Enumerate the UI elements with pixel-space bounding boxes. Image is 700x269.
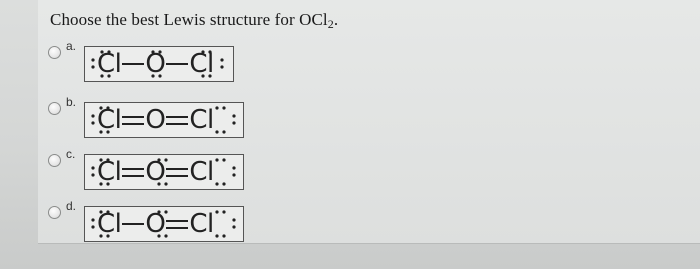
atom-cl-left: Cl [97, 157, 122, 187]
radio-button-icon[interactable] [48, 102, 61, 115]
bond-double [166, 220, 188, 229]
radio-button-icon[interactable] [48, 154, 61, 167]
lewis-structure-b[interactable] [84, 102, 244, 138]
bond-double [122, 168, 144, 177]
atom-cl-left: Cl [97, 105, 122, 135]
atom-cl-right: Cl [189, 49, 214, 79]
atom-cl-left: Cl [97, 209, 122, 239]
bond-single [122, 223, 144, 225]
atom-o: O [145, 105, 166, 135]
atom-cl-right: Cl [189, 209, 214, 239]
atom-o: O [145, 49, 166, 79]
atom-cl-left: Cl [97, 49, 122, 79]
bond-single [166, 63, 188, 65]
bond-double [122, 116, 144, 125]
lewis-structure-d[interactable] [84, 206, 244, 242]
atom-cl-right: Cl [189, 157, 214, 187]
bond-double [166, 116, 188, 125]
atom-o: O [145, 157, 166, 187]
radio-button-icon[interactable] [48, 46, 61, 59]
question-text: Choose the best Lewis structure for OCl$_2$. [50, 10, 339, 31]
bond-double [166, 168, 188, 177]
bond-single [122, 63, 144, 65]
radio-button-icon[interactable] [48, 206, 61, 219]
lewis-structure-a[interactable] [84, 46, 234, 82]
lewis-structure-c[interactable] [84, 154, 244, 190]
atom-o: O [145, 209, 166, 239]
atom-cl-right: Cl [189, 105, 214, 135]
